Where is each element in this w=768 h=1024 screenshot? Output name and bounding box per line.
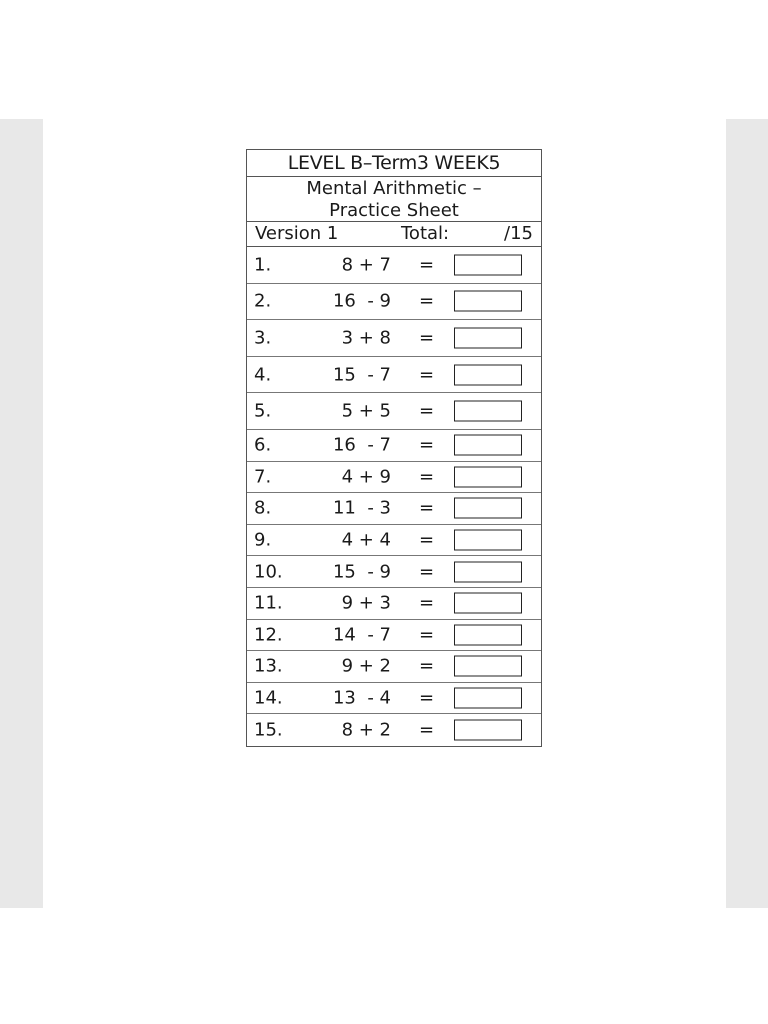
equals-sign: = xyxy=(419,290,435,312)
question-expression: 4 + 9 xyxy=(341,466,391,488)
question-number: 5. xyxy=(254,400,272,422)
question-number: 6. xyxy=(254,434,272,456)
answer-box[interactable] xyxy=(454,401,522,422)
question-expression: 16 - 7 xyxy=(332,434,391,456)
answer-box[interactable] xyxy=(454,720,522,741)
question-number: 7. xyxy=(254,466,272,488)
question-number: 15. xyxy=(254,719,283,741)
answer-box[interactable] xyxy=(454,254,522,275)
answer-box[interactable] xyxy=(454,327,522,348)
equals-sign: = xyxy=(419,327,435,349)
answer-box[interactable] xyxy=(454,561,522,582)
question-row xyxy=(247,683,541,715)
question-expression: 9 + 2 xyxy=(341,655,391,677)
answer-box[interactable] xyxy=(454,688,522,709)
question-row xyxy=(247,284,541,321)
answer-box[interactable] xyxy=(454,291,522,312)
question-row xyxy=(247,651,541,683)
answer-box[interactable] xyxy=(454,466,522,487)
question-expression: 14 - 7 xyxy=(332,624,391,646)
question-expression: 5 + 5 xyxy=(341,400,391,422)
question-number: 2. xyxy=(254,290,272,312)
question-expression: 16 - 9 xyxy=(332,290,391,312)
equals-sign: = xyxy=(419,719,435,741)
equals-sign: = xyxy=(419,687,435,709)
question-number: 8. xyxy=(254,497,272,519)
worksheet-subtitle xyxy=(247,177,541,222)
question-number: 10. xyxy=(254,561,283,583)
question-expression: 15 - 9 xyxy=(332,561,391,583)
question-number: 13. xyxy=(254,655,283,677)
answer-box[interactable] xyxy=(454,435,522,456)
question-row xyxy=(247,620,541,652)
question-number: 1. xyxy=(254,254,272,276)
equals-sign: = xyxy=(419,364,435,386)
question-number: 11. xyxy=(254,592,283,614)
equals-sign: = xyxy=(419,254,435,276)
worksheet-title: LEVEL B–Term3 WEEK5 xyxy=(247,150,541,177)
question-number: 4. xyxy=(254,364,272,386)
equals-sign: = xyxy=(419,400,435,422)
question-row xyxy=(247,525,541,557)
question-row xyxy=(247,588,541,620)
answer-box[interactable] xyxy=(454,530,522,551)
answer-box[interactable] xyxy=(454,593,522,614)
question-row xyxy=(247,320,541,357)
question-number: 3. xyxy=(254,327,272,349)
equals-sign: = xyxy=(419,434,435,456)
equals-sign: = xyxy=(419,655,435,677)
total-max: /15 xyxy=(504,223,533,244)
version-label: Version 1 xyxy=(255,223,339,244)
question-expression: 13 - 4 xyxy=(332,687,391,709)
answer-box[interactable] xyxy=(454,364,522,385)
question-row xyxy=(247,430,541,462)
version-total-row xyxy=(247,222,541,247)
question-expression: 11 - 3 xyxy=(332,497,391,519)
answer-box[interactable] xyxy=(454,624,522,645)
question-row xyxy=(247,493,541,525)
total-label: Total: xyxy=(401,223,450,244)
question-number: 14. xyxy=(254,687,283,709)
equals-sign: = xyxy=(419,624,435,646)
equals-sign: = xyxy=(419,592,435,614)
question-expression: 8 + 7 xyxy=(341,254,391,276)
subtitle-line-1: Mental Arithmetic – xyxy=(306,178,482,199)
question-expression: 9 + 3 xyxy=(341,592,391,614)
question-row xyxy=(247,556,541,588)
equals-sign: = xyxy=(419,529,435,551)
question-expression: 8 + 2 xyxy=(341,719,391,741)
answer-box[interactable] xyxy=(454,656,522,677)
question-expression: 4 + 4 xyxy=(341,529,391,551)
question-row xyxy=(247,357,541,394)
question-row xyxy=(247,462,541,494)
question-expression: 3 + 8 xyxy=(341,327,391,349)
question-number: 9. xyxy=(254,529,272,551)
answer-box[interactable] xyxy=(454,498,522,519)
subtitle-line-2: Practice Sheet xyxy=(329,200,459,221)
equals-sign: = xyxy=(419,466,435,488)
worksheet-table xyxy=(246,149,542,747)
question-expression: 15 - 7 xyxy=(332,364,391,386)
question-row xyxy=(247,247,541,284)
question-row xyxy=(247,714,541,746)
question-row xyxy=(247,393,541,430)
question-number: 12. xyxy=(254,624,283,646)
equals-sign: = xyxy=(419,497,435,519)
equals-sign: = xyxy=(419,561,435,583)
